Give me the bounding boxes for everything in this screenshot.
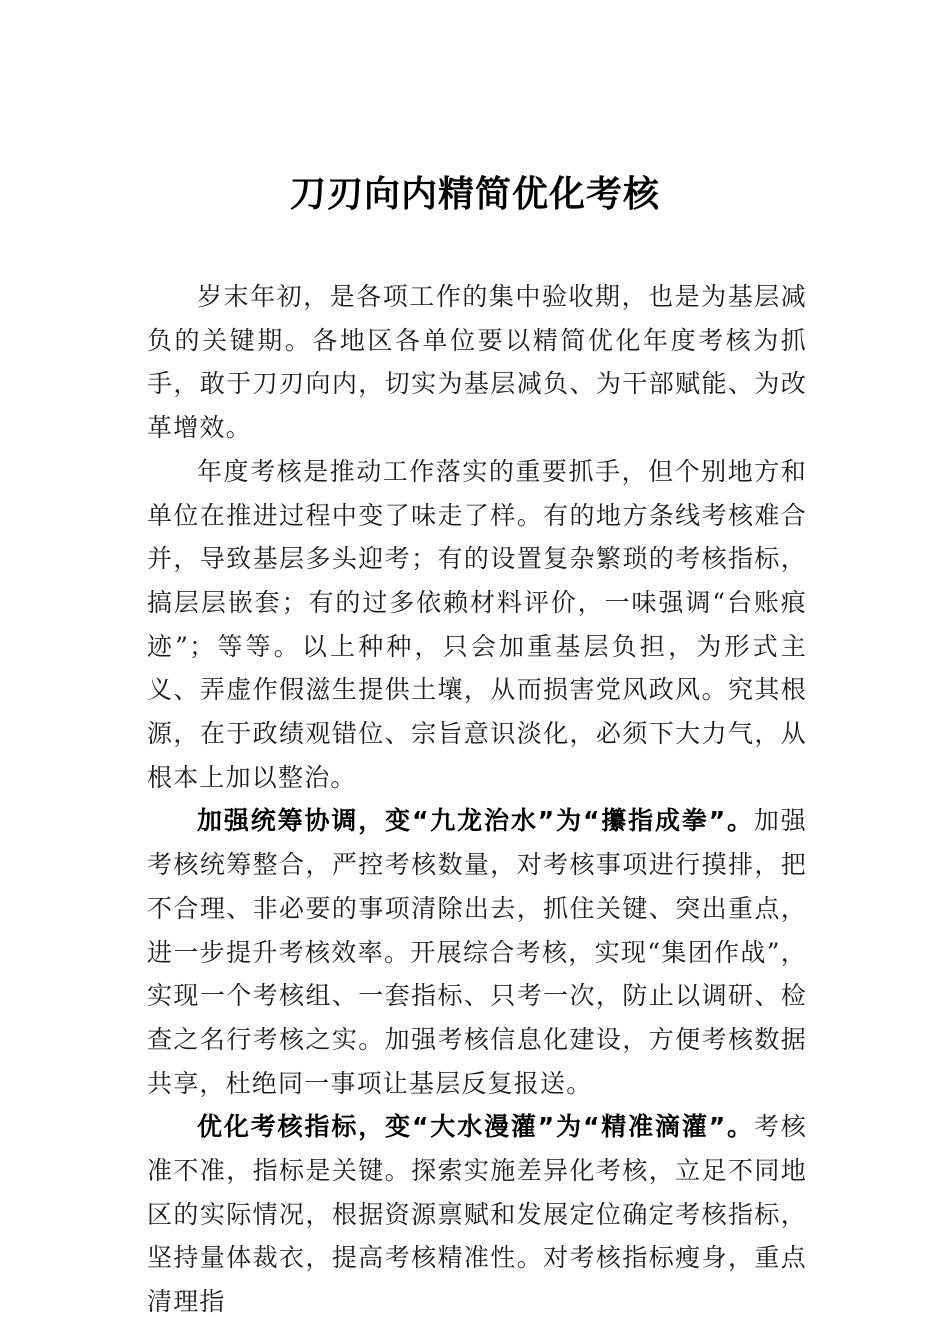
paragraph-text: 加强考核统筹整合，严控考核数量，对考核事项进行摸排，把不合理、非必要的事项清除出去，抓住关键、突出重点，进一步提升考核效率。开展综合考核，实现“集团作战”，实现一个考核组、一套指标、只考一次，防止以调研、检查之名行考核之实。加强考核信息化建设，方便考核数据共享，杜绝同一事项让基层反复报送。 bbox=[147, 806, 807, 1098]
paragraph bbox=[147, 450, 807, 800]
paragraph bbox=[147, 275, 807, 450]
paragraph-text: 考核准不准，指标是关键。探索实施差异化考核，立足不同地区的实际情况，根据资源禀赋和发展定位确定考核指标，坚持量体裁衣，提高考核精准性。对考核指标瘦身，重点清理指 bbox=[147, 1112, 807, 1317]
paragraph-text: 年度考核是推动工作落实的重要抓手，但个别地方和单位在推进过程中变了味走了样。有的地方条线考核难合并，导致基层多头迎考；有的设置复杂繁琐的考核指标，搞层层嵌套；有的过多依赖材料评价，一味强调“台账痕迹”；等等。以上种种，只会加重基层负担，为形式主义、弄虚作假滋生提供土壤，从而损害党风政风。究其根源，在于政绩观错位、宗旨意识淡化，必须下大力气，从根本上加以整治。 bbox=[147, 456, 807, 792]
paragraph-text: 岁末年初，是各项工作的集中验收期，也是为基层减负的关键期。各地区各单位要以精简优化年度考核为抓手，敢于刀刃向内，切实为基层减负、为干部赋能、为改革增效。 bbox=[147, 282, 807, 443]
paragraph bbox=[147, 799, 807, 1105]
paragraph-lead-heading: 加强统筹协调，变“九龙治水”为“攥指成拳”。 bbox=[197, 806, 754, 836]
document-title: 刀刃向内精简优化考核 bbox=[289, 173, 660, 215]
paragraph-lead-heading: 优化考核指标，变“大水漫灌”为“精准滴灌”。 bbox=[197, 1112, 754, 1142]
paragraph bbox=[147, 1105, 807, 1324]
document-body bbox=[147, 275, 807, 1324]
